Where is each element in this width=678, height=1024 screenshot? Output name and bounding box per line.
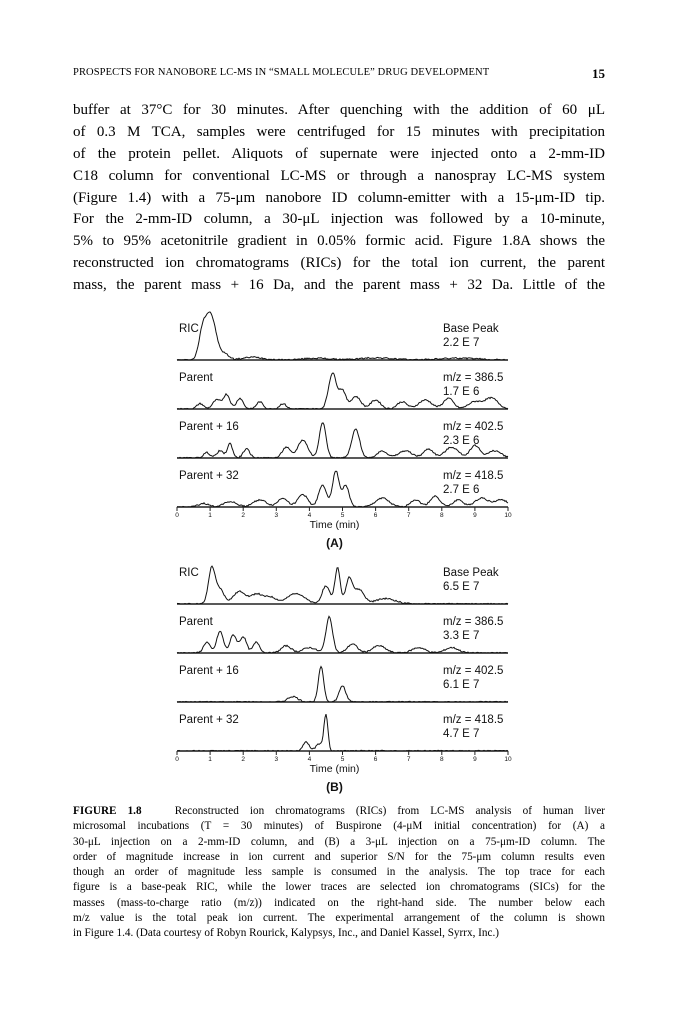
series-intensity-label: 3.3 E 7 xyxy=(443,630,480,642)
body-line: For the 2-mm-ID column, a 30-μL injection was followed by a 10-minute, xyxy=(73,211,605,228)
x-tick-label: 9 xyxy=(473,512,477,519)
series-intensity-label: 2.7 E 6 xyxy=(443,484,480,496)
x-tick-label: 6 xyxy=(373,756,378,763)
series-label: Parent + 16 xyxy=(179,665,239,677)
body-line: mass, the parent mass + 16 Da, and the parent mass + 32 Da. Little of the xyxy=(73,277,605,294)
series-mz-label: m/z = 418.5 xyxy=(443,470,504,482)
caption-line: figure is a base-peak RIC, while the lower traces are selected ion chromatograms (SICs) for the xyxy=(73,881,605,894)
series-mz-label: m/z = 386.5 xyxy=(443,616,504,628)
series-mz-label: Base Peak xyxy=(443,323,499,335)
caption-line: Reconstructed ion chromatograms (RICs) from LC-MS analysis of human liver xyxy=(174,805,606,817)
caption-line: microsomal incubations (T = 30 minutes) of Buspirone (4-μM initial concentration) for (A) a xyxy=(73,820,605,833)
x-tick-label: 7 xyxy=(406,512,411,519)
body-line: 5% to 95% acetonitrile gradient in 0.05% formic acid. Figure 1.8A shows the xyxy=(73,233,605,250)
x-tick-label: 2 xyxy=(241,512,246,519)
x-tick-label: 7 xyxy=(406,756,411,763)
series-intensity-label: 1.7 E 6 xyxy=(443,386,480,398)
x-tick-label: 6 xyxy=(373,512,378,519)
x-tick-label: 2 xyxy=(241,756,246,763)
series-label: Parent + 32 xyxy=(179,470,239,482)
x-tick-label: 5 xyxy=(340,756,345,763)
x-tick-label: 1 xyxy=(208,512,212,519)
series-label: Parent + 32 xyxy=(179,714,239,726)
series-intensity-label: 6.5 E 7 xyxy=(443,581,480,593)
series-label: Parent xyxy=(179,616,213,628)
body-line: (Figure 1.4) with a 75-μm nanobore ID column-emitter with a 15-μm-ID tip. xyxy=(73,189,605,206)
series-mz-label: m/z = 402.5 xyxy=(443,665,504,677)
series-intensity-label: 2.3 E 6 xyxy=(443,435,480,447)
chromatogram-figure xyxy=(0,310,678,800)
running-title: PROSPECTS FOR NANOBORE LC-MS IN “SMALL MOLECULE” DRUG DEVELOPMENT xyxy=(73,67,490,78)
series-mz-label: m/z = 386.5 xyxy=(443,372,504,384)
x-axis-label: Time (min) xyxy=(309,519,360,531)
caption-line: masses (mass-to-charge ratio (m/z)) indicated on the right-hand side. The number below each xyxy=(73,896,605,909)
x-tick-label: 3 xyxy=(274,756,279,763)
x-tick-label: 10 xyxy=(504,756,512,763)
caption-line: in Figure 1.4. (Data courtesy of Robyn Rourick, Kalypsys, Inc., and Daniel Kassel, Syrrx, Inc.) xyxy=(73,927,499,940)
series-intensity-label: 4.7 E 7 xyxy=(443,728,480,740)
series-label: RIC xyxy=(179,323,199,335)
series-intensity-label: 2.2 E 7 xyxy=(443,337,480,349)
body-line: buffer at 37°C for 30 minutes. After quenching with the addition of 60 μL xyxy=(73,102,605,118)
body-line: C18 column for conventional LC-MS or through a nanospray LC-MS system xyxy=(73,167,605,184)
x-tick-label: 4 xyxy=(307,512,312,519)
caption-line: though an order of magnitude less sample is consumed in the analysis. The top trace for each xyxy=(73,866,605,879)
body-line: of 0.3 M TCA, samples were centrifuged for 15 minutes with precipitation xyxy=(73,123,605,140)
x-tick-label: 8 xyxy=(439,512,444,519)
page-number: 15 xyxy=(592,66,605,81)
panel-label: (B) xyxy=(326,780,343,794)
panel-label: (A) xyxy=(326,536,343,550)
x-tick-label: 8 xyxy=(439,756,444,763)
x-tick-label: 0 xyxy=(175,512,179,519)
series-mz-label: m/z = 402.5 xyxy=(443,421,504,433)
chromatogram-trace xyxy=(177,312,508,360)
x-tick-label: 3 xyxy=(274,512,279,519)
x-tick-label: 5 xyxy=(340,512,345,519)
body-paragraph xyxy=(73,100,605,297)
series-label: Parent + 16 xyxy=(179,421,239,433)
series-mz-label: Base Peak xyxy=(443,567,499,579)
figure-1-8 xyxy=(0,310,678,800)
x-axis-label: Time (min) xyxy=(309,763,360,775)
series-mz-label: m/z = 418.5 xyxy=(443,714,504,726)
x-tick-label: 10 xyxy=(504,512,512,519)
x-tick-label: 0 xyxy=(175,756,179,763)
x-tick-label: 1 xyxy=(208,756,212,763)
caption-lead: FIGURE 1.8 xyxy=(73,805,142,817)
series-label: RIC xyxy=(179,567,199,579)
series-intensity-label: 6.1 E 7 xyxy=(443,679,480,691)
body-line: reconstructed ion chromatograms (RICs) for the total ion current, the parent xyxy=(73,255,605,272)
body-line: of the protein pellet. Aliquots of supernate were injected onto a 2-mm-ID xyxy=(73,145,605,162)
series-label: Parent xyxy=(179,372,213,384)
caption-line: 30-μL injection on a 2-mm-ID column, and (B) a 3-μL injection on a 75-μm-ID column. The xyxy=(73,835,605,848)
x-tick-label: 4 xyxy=(307,756,312,763)
caption-line: order of magnitude increase in ion current and superior S/N for the 75-μm column results even xyxy=(73,850,605,863)
running-header xyxy=(73,67,605,83)
figure-caption xyxy=(73,804,605,942)
caption-line: m/z value is the total peak ion current. The experimental arrangement of the column is shown xyxy=(73,912,605,925)
x-tick-label: 9 xyxy=(473,756,477,763)
